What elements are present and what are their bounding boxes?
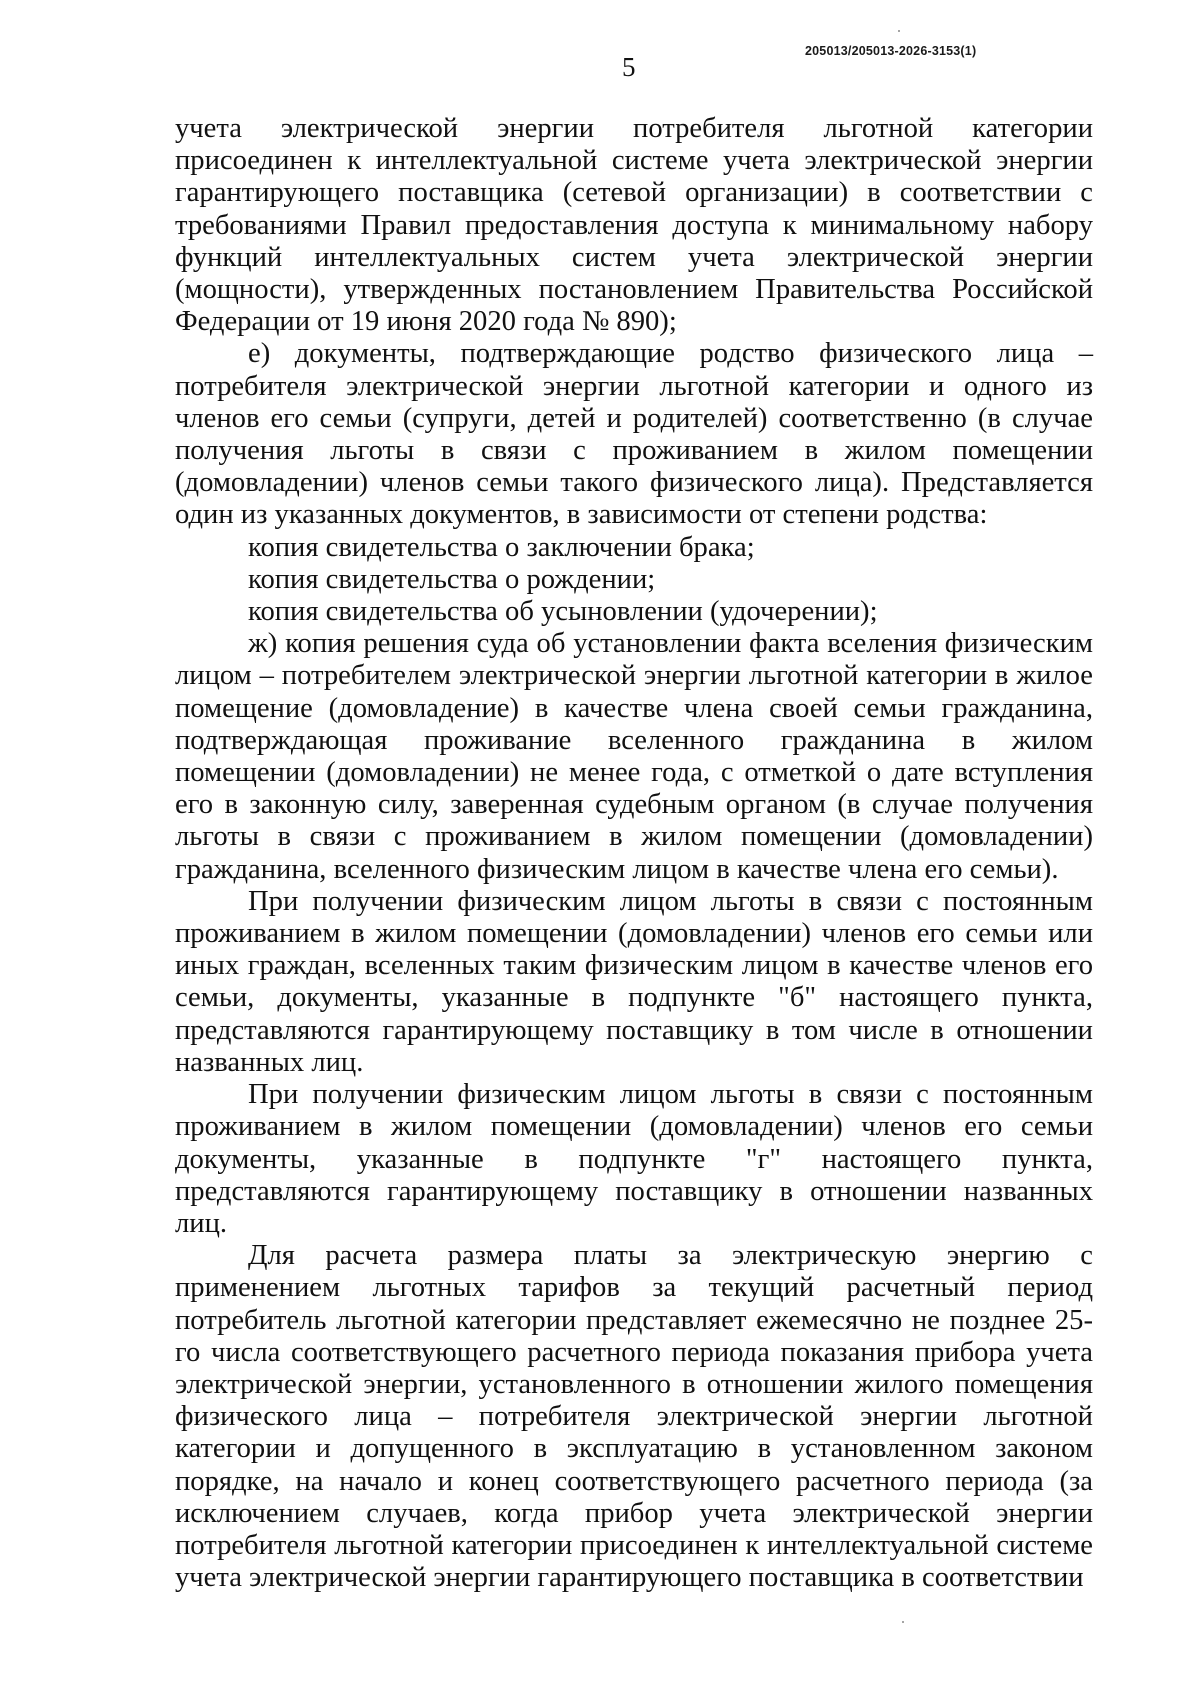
document-body (175, 113, 1093, 1594)
paragraph-family-members-g: При получении физическим лицом льготы в связи с постоянным проживанием в жилом помещении (домовладении) членов его семьи документы, указанные в подпункте "г" настоящего пункта, представляются гарантирующему поставщику в отношении названных лиц. (175, 1079, 1093, 1239)
page-number: 5 (622, 52, 636, 82)
paragraph-item-e: е) документы, подтверждающие родство физического лица – потребителя электрической энергии льготной категории и одного из членов его семьи (супруги, детей и родителей) соответственно (в случае получения льготы в связи с проживанием в жилом помещении (домовладении) членов семьи такого физического лица). Представляется один из указанных документов, в зависимости от степени родства: (175, 338, 1093, 531)
list-item-marriage-certificate: копия свидетельства о заключении брака; (248, 531, 755, 563)
paragraph-item-zh: ж) копия решения суда об установлении факта вселения физическим лицом – потребителем электрической энергии льготной категории в жилое помещение (домовладение) в качестве члена своей семьи гражданина, подтверждающая проживание вселенного гражданина в жилом помещении (домовладении) не менее года, с отметкой о дате вступления его в законную силу, заверенная судебным органом (в случае получения льготы в связи с проживанием в жилом помещении (домовладении) гражданина, вселенного физическим лицом в качестве члена его семьи). (175, 628, 1093, 885)
list-item-adoption-certificate: копия свидетельства об усыновлении (удочерении); (248, 596, 878, 628)
paragraph-continuation: учета электрической энергии потребителя льготной категории присоединен к интеллектуальной системе учета электрической энергии гарантирующего поставщика (сетевой организации) в соответствии с требованиями Правил предоставления доступа к минимальному набору функций интеллектуальных систем учета электрической энергии (мощности), утвержденных постановлением Правительства Российской Федерации от 19 июня 2020 года № 890); (175, 113, 1093, 338)
scan-speck (898, 30, 900, 32)
list-item-birth-certificate: копия свидетельства о рождении; (248, 563, 656, 595)
scan-speck (902, 1621, 904, 1623)
document-code: 205013/205013-2026-3153(1) (805, 44, 977, 58)
paragraph-family-members: При получении физическим лицом льготы в связи с постоянным проживанием в жилом помещении (домовладении) членов его семьи или иных граждан, вселенных таким физическим лицом в качестве членов его семьи, документы, указанные в подпункте "б" настоящего пункта, представляются гарантирующему поставщику в том числе в отношении названных лиц. (175, 885, 1093, 1078)
paragraph-payment-calculation: Для расчета размера платы за электрическую энергию с применением льготных тарифов за текущий расчетный период потребитель льготной категории представляет ежемесячно не позднее 25-го числа соответствующего расчетного периода показания прибора учета электрической энергии, установленного в отношении жилого помещения физического лица – потребителя электрической энергии льготной категории и допущенного в эксплуатацию в установленном законом порядке, на начало и конец соответствующего расчетного периода (за исключением случаев, когда прибор учета электрической энергии потребителя льготной категории присоединен к интеллектуальной системе учета электрической энергии гарантирующего поставщика в соответствии (175, 1240, 1093, 1594)
